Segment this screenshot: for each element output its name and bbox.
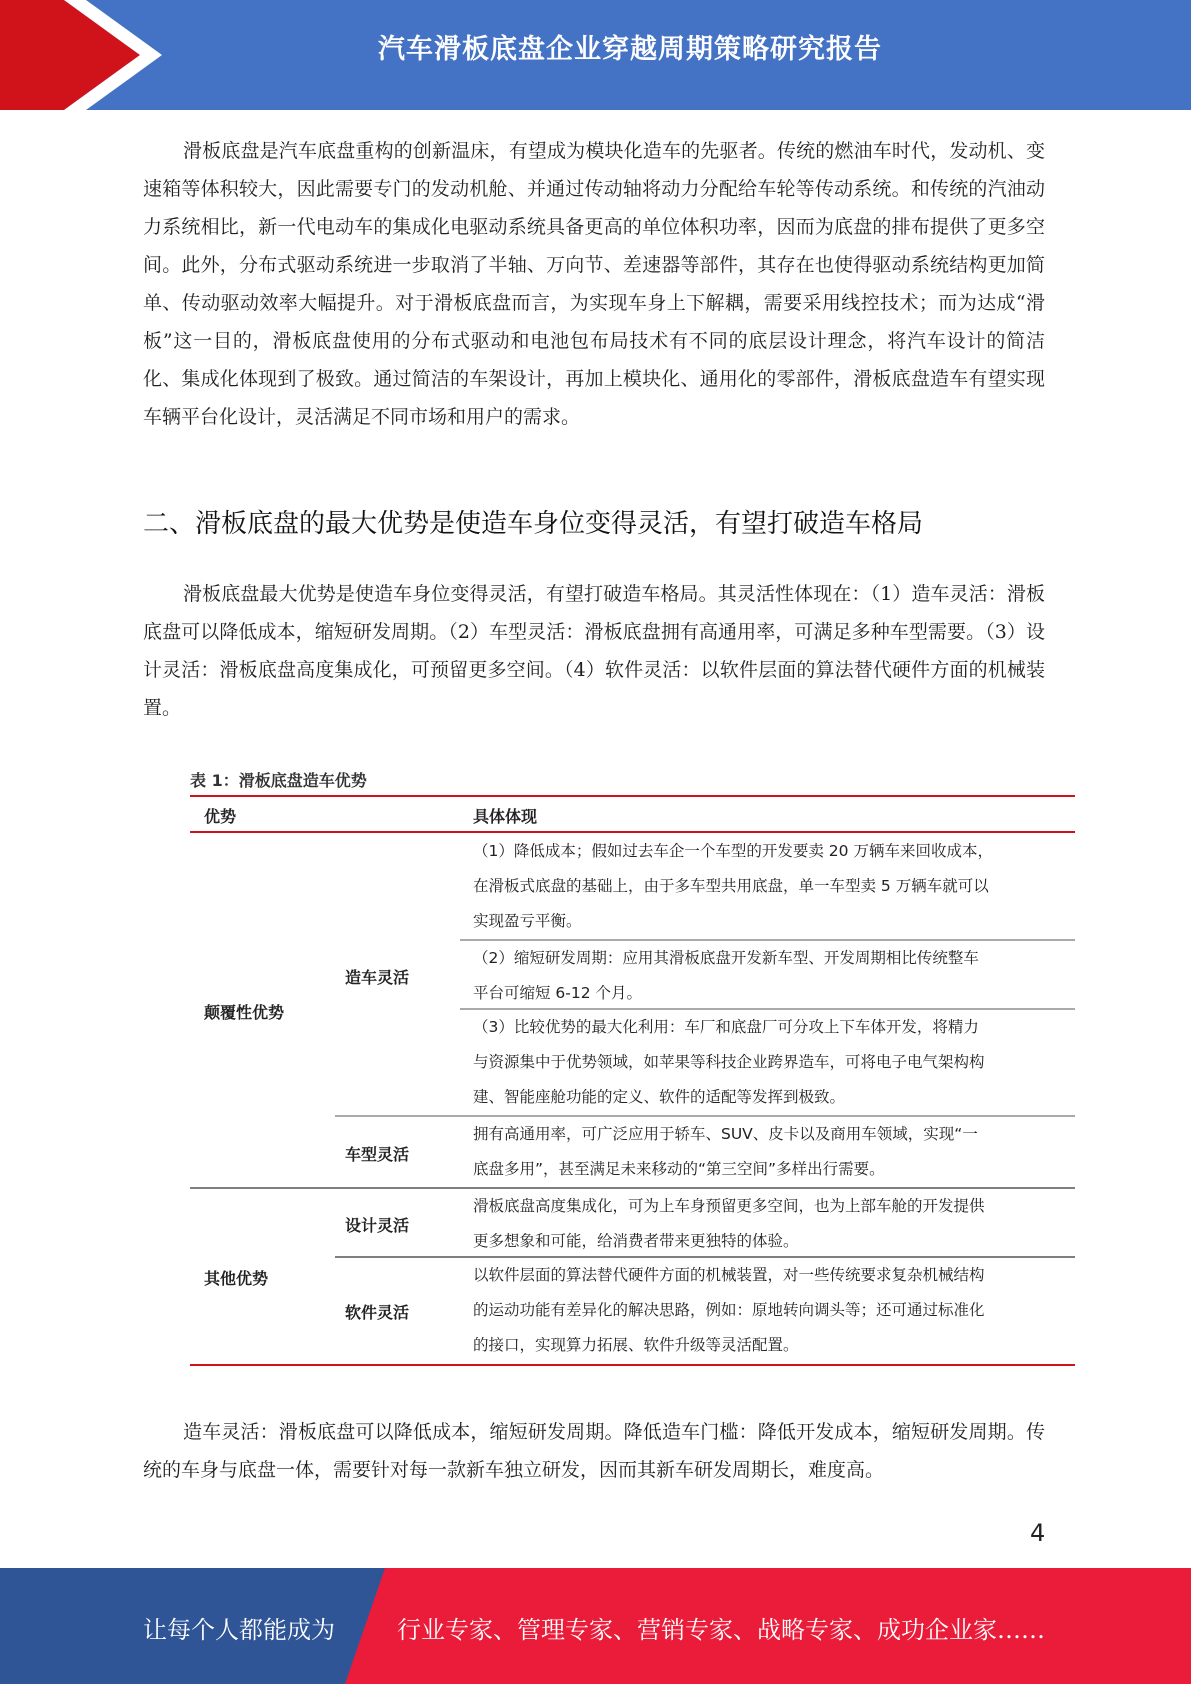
detail-line: （2）缩短研发周期：应用其滑板底盘开发新车型、开发周期相比传统整车: [473, 949, 979, 967]
detail-line: （1）降低成本；假如过去车企一个车型的开发要卖 20 万辆车来回收成本，: [473, 842, 993, 860]
detail-line: 底盘多用”，甚至满足未来移动的“第三空间”多样出行需要。: [473, 1160, 885, 1178]
detail-software: [473, 1258, 1073, 1363]
detail-design: [473, 1189, 1073, 1259]
detail-line: 拥有高通用率，可广泛应用于轿车、SUV、皮卡以及商用车领域，实现“一: [473, 1125, 978, 1143]
footer-slogan-left: 让每个人都能成为: [143, 1616, 335, 1644]
sub-design-flex: 设计灵活: [345, 1216, 410, 1235]
detail-model: [473, 1117, 1073, 1187]
detail-line: 实现盈亏平衡。: [473, 912, 582, 930]
detail-line: 在滑板式底盘的基础上，由于多车型共用底盘，单一车型卖 5 万辆车就可以: [473, 877, 989, 895]
detail-line: 平台可缩短 6-12 个月。: [473, 984, 643, 1002]
detail-line: 建、智能座舱功能的定义、软件的适配等发挥到极致。: [473, 1088, 846, 1106]
detail-line: 更多想象和可能，给消费者带来更独特的体验。: [473, 1232, 799, 1250]
detail-line: 的接口，实现算力拓展、软件升级等灵活配置。: [473, 1336, 799, 1354]
advantages-paragraph: 滑板底盘最大优势是使造车身位变得灵活，有望打破造车格局。其灵活性体现在：（1）造车灵活：滑板底盘可以降低成本，缩短研发周期。（2）车型灵活：滑板底盘拥有高通用率，可满足多种车型需要。（3）设计灵活：滑板底盘高度集成化，可预留更多空间。（4）软件灵活：以软件层面的算法替代硬件方面的机械装置。: [143, 583, 1045, 719]
detail-cycle: [473, 941, 1073, 1011]
section-heading: 二、滑板底盘的最大优势是使造车身位变得灵活，有望打破造车格局: [143, 509, 924, 539]
detail-line: （3）比较优势的最大化利用：车厂和底盘厂可分攻上下车体开发，将精力: [473, 1018, 979, 1036]
category-disruptive: 颠覆性优势: [204, 1003, 285, 1022]
detail-comparative: [473, 1010, 1073, 1115]
detail-line: 的运动功能有差异化的解决思路，例如：原地转向调头等；还可通过标准化: [473, 1301, 985, 1319]
intro-paragraph: 滑板底盘是汽车底盘重构的创新温床，有望成为模块化造车的先驱者。传统的燃油车时代，发动机、变速箱等体积较大，因此需要专门的发动机舱、并通过传动轴将动力分配给车轮等传动系统。和传统的汽油动力系统相比，新一代电动车的集成化电驱动系统具备更高的单位体积功率，因而为底盘的排布提供了更多空间。此外，分布式驱动系统进一步取消了半轴、万向节、差速器等部件，其存在也使得驱动系统结构更加简单、传动驱动效率大幅提升。对于滑板底盘而言，为实现车身上下解耦，需要采用线控技术；而为达成“滑板”这一目的，滑板底盘使用的分布式驱动和电池包布局技术有不同的底层设计理念，将汽车设计的简洁化、集成化体现到了极致。通过简洁的车架设计，再加上模块化、通用化的零部件，滑板底盘造车有望实现车辆平台化设计，灵活满足不同市场和用户的需求。: [143, 140, 1045, 428]
header-detail: 具体体现: [473, 807, 538, 826]
sub-software-flex: 软件灵活: [345, 1303, 410, 1322]
sub-build-flex: 造车灵活: [345, 968, 410, 987]
advantages-table: [190, 795, 1075, 1367]
page-number: 4: [1030, 1519, 1046, 1547]
detail-cost: [473, 834, 1073, 939]
detail-line: 以软件层面的算法替代硬件方面的机械装置，对一些传统要求复杂机械结构: [473, 1266, 985, 1284]
detail-line: 滑板底盘高度集成化，可为上车身预留更多空间，也为上部车舱的开发提供: [473, 1197, 985, 1215]
build-flex-paragraph: 造车灵活：滑板底盘可以降低成本，缩短研发周期。降低造车门槛：降低开发成本，缩短研发周期。传统的车身与底盘一体，需要针对每一款新车独立研发，因而其新车研发周期长，难度高。: [143, 1421, 1045, 1481]
header-advantage: 优势: [204, 807, 237, 826]
category-other: 其他优势: [204, 1269, 269, 1288]
page-header: [0, 0, 1191, 110]
detail-line: 与资源集中于优势领域，如苹果等科技企业跨界造车，可将电子电气架构构: [473, 1053, 985, 1071]
footer-slogan-right: 行业专家、管理专家、营销专家、战略专家、成功企业家……: [397, 1616, 1045, 1644]
sub-model-flex: 车型灵活: [345, 1145, 410, 1164]
report-title: 汽车滑板底盘企业穿越周期策略研究报告: [378, 34, 882, 65]
table-caption: 表 1：滑板底盘造车优势: [190, 771, 367, 790]
page-footer: [0, 1568, 1191, 1684]
